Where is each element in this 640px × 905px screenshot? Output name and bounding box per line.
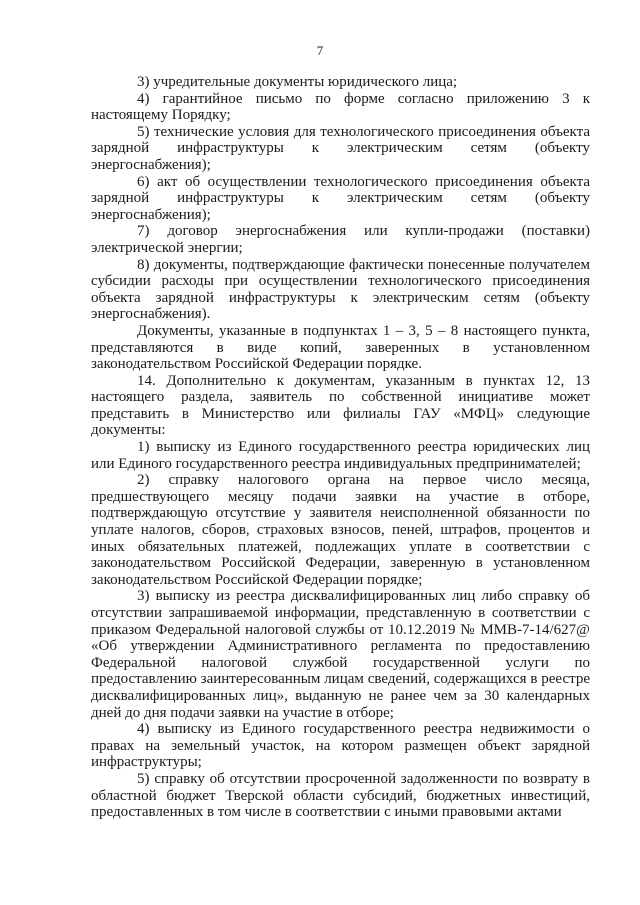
paragraph-item-5-technical-conditions: 5) технические условия для технологического присоединения объекта зарядной инфраструктуры к электрическим сетям (объекту энергоснабжения);	[91, 123, 590, 173]
paragraph-14-item-2-tax-certificate: 2) справку налогового органа на первое число месяца, предшествующего месяцу подачи заявки на участие в отборе, подтверждающую отсутствие у заявителя неисполненной обязанности по уплате налогов, сборов, страховых взносов, пеней, штрафов, процентов и иных обязательных платежей, подлежащих уплате в соответствии с законодательством Российской Федерации, заверенную в установленном законодательством Российской Федерации порядке;	[91, 472, 590, 588]
document-body	[91, 74, 590, 821]
paragraph-14-item-5-debt-certificate: 5) справку об отсутствии просроченной задолженности по возврату в областной бюджет Тверской области субсидий, бюджетных инвестиций, предоставленных в том числе в соответствии с иными правовыми актами	[91, 770, 590, 821]
paragraph-section-14: 14. Дополнительно к документам, указанным в пунктах 12, 13 настоящего раздела, заявитель по собственной инициативе может представить в Министерство или филиалы ГАУ «МФЦ» следующие документы:	[91, 372, 590, 439]
paragraph-item-7-supply-contract: 7) договор энергоснабжения или купли-продажи (поставки) электрической энергии;	[91, 223, 590, 256]
paragraph-item-4-guarantee-letter: 4) гарантийное письмо по форме согласно приложению 3 к настоящему Порядку;	[91, 90, 590, 124]
paragraph-14-item-1-register-extract: 1) выписку из Единого государственного реестра юридических лиц или Единого государственного реестра индивидуальных предпринимателей;	[91, 439, 590, 472]
page-number: 7	[316, 43, 324, 58]
paragraph-copies-note: Документы, указанные в подпунктах 1 – 3, 5 – 8 настоящего пункта, представляются в виде копий, заверенных в установленном законодательством Российской Федерации порядке.	[91, 322, 590, 373]
paragraph-item-6-connection-act: 6) акт об осуществлении технологического присоединения объекта зарядной инфраструктуры к электрическим сетям (объекту энергоснабжения);	[91, 173, 590, 223]
paragraph-14-item-3-disqualified-register: 3) выписку из реестра дисквалифицированных лиц либо справку об отсутствии запрашиваемой информации, представленную в соответствии с приказом Федеральной налоговой службы от 10.12.2019 № ММВ-7-14/627@ «Об утверждении Административного регламента по предоставлению Федеральной налоговой службой государственной услуги по предоставлению заинтересованным лицам сведений, содержащихся в реестре дисквалифицированных лиц», выданную не ранее чем за 30 календарных дней до дня подачи заявки на участие в отборе;	[91, 588, 590, 721]
paragraph-item-3-founding-documents: 3) учредительные документы юридического лица;	[137, 74, 458, 90]
paragraph-14-item-4-real-estate-extract: 4) выписку из Единого государственного реестра недвижимости о правах на земельный участок, на котором размещен объект зарядной инфраструктуры;	[91, 721, 590, 771]
paragraph-item-8-expense-documents: 8) документы, подтверждающие фактически понесенные получателем субсидии расходы при осуществлении технологического присоединения объекта зарядной инфраструктуры к электрическим сетям (объекту энергоснабжения).	[91, 256, 590, 323]
